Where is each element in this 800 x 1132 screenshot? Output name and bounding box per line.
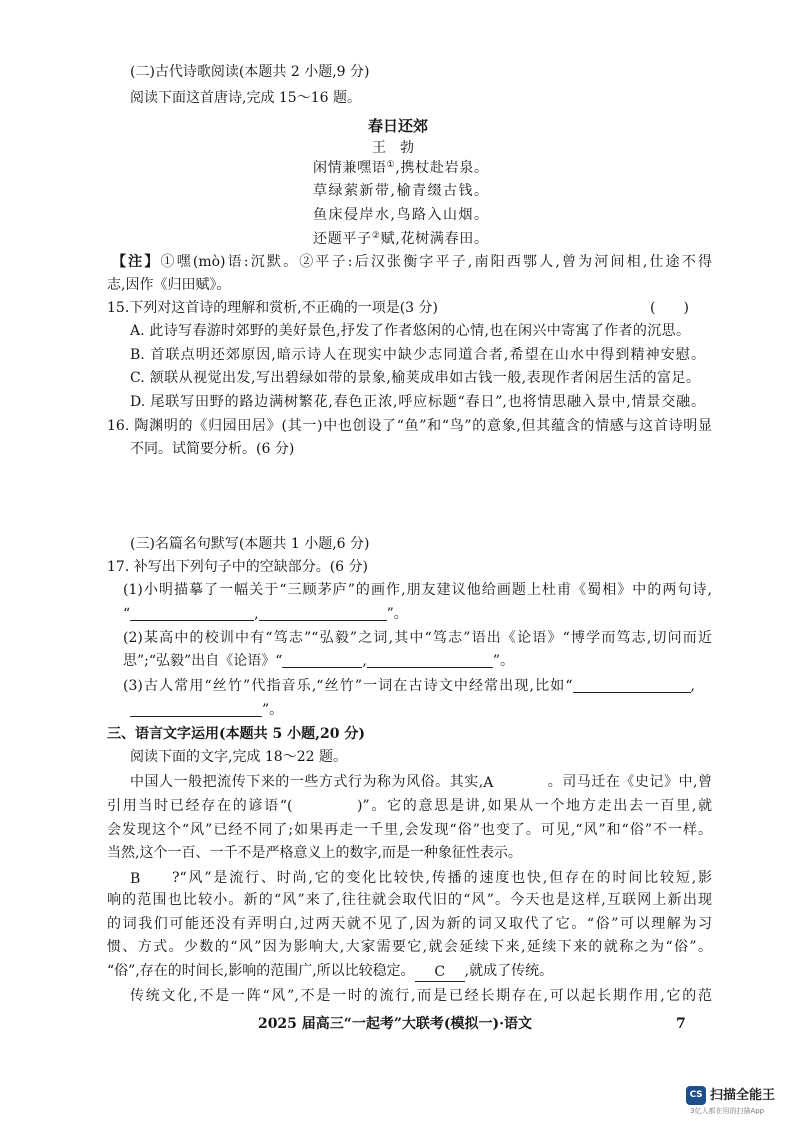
camscanner-logo-icon: CS [686,1086,706,1105]
close-quote: ”。 [492,653,514,669]
answer-blank [259,606,387,621]
question-17-item-1: (1)小明描摹了一幅关于“三顾茅庐”的画作,朋友建议他给画题上杜甫《蜀相》中的两句诗, [123,582,712,598]
instruction-poetry: 阅读下面这首唐诗,完成 15～16 题。 [130,90,361,106]
question-16-line: 16. 陶渊明的《归园田居》(其一)中也创设了“鱼”和“鸟”的意象,但其蕴含的情感与这首诗明显 [107,418,712,434]
answer-blank [130,702,262,717]
separator: , [690,678,695,694]
answer-blank [130,606,254,621]
page-number: 7 [676,1016,686,1032]
item-text: 思”;“弘毅”出自《论语》“ [123,653,283,669]
poem-line [313,229,488,249]
note-line [112,252,712,272]
question-17-item-2: (2)某高中的校训中有“笃志”“弘毅”之词,其中“笃志”语出《论语》“博学而笃志,切问而近 [123,630,712,646]
poem-text: ,携杖赴岩泉。 [395,160,488,176]
poem-author: 王 勃 [372,140,414,156]
close-quote: ”。 [386,606,408,622]
watermark-name: 扫描全能王 [710,1088,776,1103]
question-17-item-3-blanks [130,700,283,720]
poem-text: 还题平子 [313,231,372,247]
answer-blank [367,653,493,668]
footer-title: 2025 届高三“一起考”大联考(模拟一)·语文 [257,1016,533,1032]
option-d: D. 尾联写田野的路边满树繁花,春色正浓,呼应标题“春日”,也将情思融入景中,情景交融。 [130,394,705,410]
instruction-language: 阅读下面的文字,完成 18～22 题。 [130,749,347,765]
passage-text: ?“风”是流行、时尚,它的变化比较快,传播的速度也快,但存在的时间比较短,影 [172,870,712,886]
passage-line [130,868,712,888]
passage-line: 的词我们可能还没有弄明白,过两天就不见了,因为新的词又取代了它。“俗”可以理解为习 [107,916,712,932]
option-c: C. 颔联从视觉出发,写出碧绿如带的景象,榆荚成串如古钱一般,表现作者闲居生活的富足。 [130,370,700,386]
option-a: A. 此诗写春游时郊野的美好景色,抒发了作者悠闲的心情,也在闲兴中寄寓了作者的沉思。 [130,323,690,339]
section-heading-dictation: (三)名篇名句默写(本题共 1 小题,6 分) [130,536,370,552]
passage-line: 当然,这个一百、一千不是严格意义上的数字,而是一种象征性表示。 [107,845,522,861]
poem-line [313,205,488,225]
passage-text: 。司马迁在《史记》中,曾 [547,774,712,790]
separator: , [254,606,259,622]
passage-line: 引用当时已经存在的谚语“( )”。它的意思是讲,如果从一个地方走出去一百里,就 [107,798,712,814]
poem-text: 闲情兼嘿语 [313,160,387,176]
note-label: 【注】 [112,254,161,270]
question-16-line: 不同。试简要分析。(6 分) [130,441,295,457]
poem-text: 草绿萦新带,榆青缀古钱。 [313,183,488,199]
question-17-item-3 [123,676,695,696]
footnote-marker: ② [371,231,381,241]
blank-label-c: C [415,963,465,982]
poem-line [313,181,488,201]
passage-text: “俗”,存在的时间长,影响的范围广,所以比较稳定。 [107,963,415,979]
answer-blank [282,653,362,668]
item-text: (3)古人常用“丝竹”代指音乐,“丝竹”一词在古诗文中经常出现,比如“ [123,678,573,694]
option-b: B. 首联点明还郊原因,暗示诗人在现实中缺少志同道合者,希望在山水中得到精神安慰。 [130,347,705,363]
passage-line: 惯、方式。少数的“风”因为影响大,大家需要它,就会延续下来,延续下来的就称之为“俗”。 [107,939,712,955]
note-line: 志,因作《归田赋》。 [107,277,231,293]
note-text: ①嘿(mò)语:沉默。②平子:后汉张衡字平子,南阳西鄂人,曾为河间相,仕途不得 [160,254,712,270]
passage-line: 会发现这个“风”已经不同了;如果再走一千里,会发现“俗”也变了。可见,“风”和“俗”不一样。 [107,822,712,838]
poem-text: 赋,花树满春田。 [380,231,488,247]
passage-line: 传统文化,不是一阵“风”,不是一时的流行,而是已经长期存在,可以起长期作用,它的范 [130,988,712,1004]
question-15-stem: 15.下列对这首诗的理解和赏析,不正确的一项是(3 分) [107,300,438,316]
open-quote: “ [123,606,131,622]
blank-label-b: B [130,870,172,888]
section-heading-poetry: (二)古代诗歌阅读(本题共 2 小题,9 分) [130,64,370,80]
poem-text: 鱼床侵岸水,鸟路入山烟。 [313,207,488,223]
close-quote: ”。 [262,702,284,718]
passage-line [107,961,553,981]
answer-blank [573,678,691,693]
part-heading-language: 三、语言文字运用(本题共 5 小题,20 分) [107,726,365,742]
passage-text: ,就成了传统。 [464,963,554,979]
passage-line: 响的范围也比较小。新的“风”来了,往往就会取代旧的“风”。今天也是这样,互联网上新出现 [107,892,712,908]
passage-text: 中国人一般把流传下来的一些方式行为称为风俗。其实, [130,774,484,790]
blank-label-a: A [483,774,547,792]
poem-line [313,158,488,178]
answer-bracket: ( ) [650,300,689,316]
question-17-stem: 17. 补写出下列句子中的空缺部分。(6 分) [107,559,368,575]
poem-title: 春日还郊 [367,117,428,135]
passage-line [130,772,712,792]
question-17-item-2-blanks [123,651,514,671]
watermark-slogan: 3亿人都在用的扫描App [690,1107,765,1115]
question-17-item-1-blanks [123,604,408,624]
separator: , [362,653,367,669]
footnote-marker: ① [386,160,396,170]
